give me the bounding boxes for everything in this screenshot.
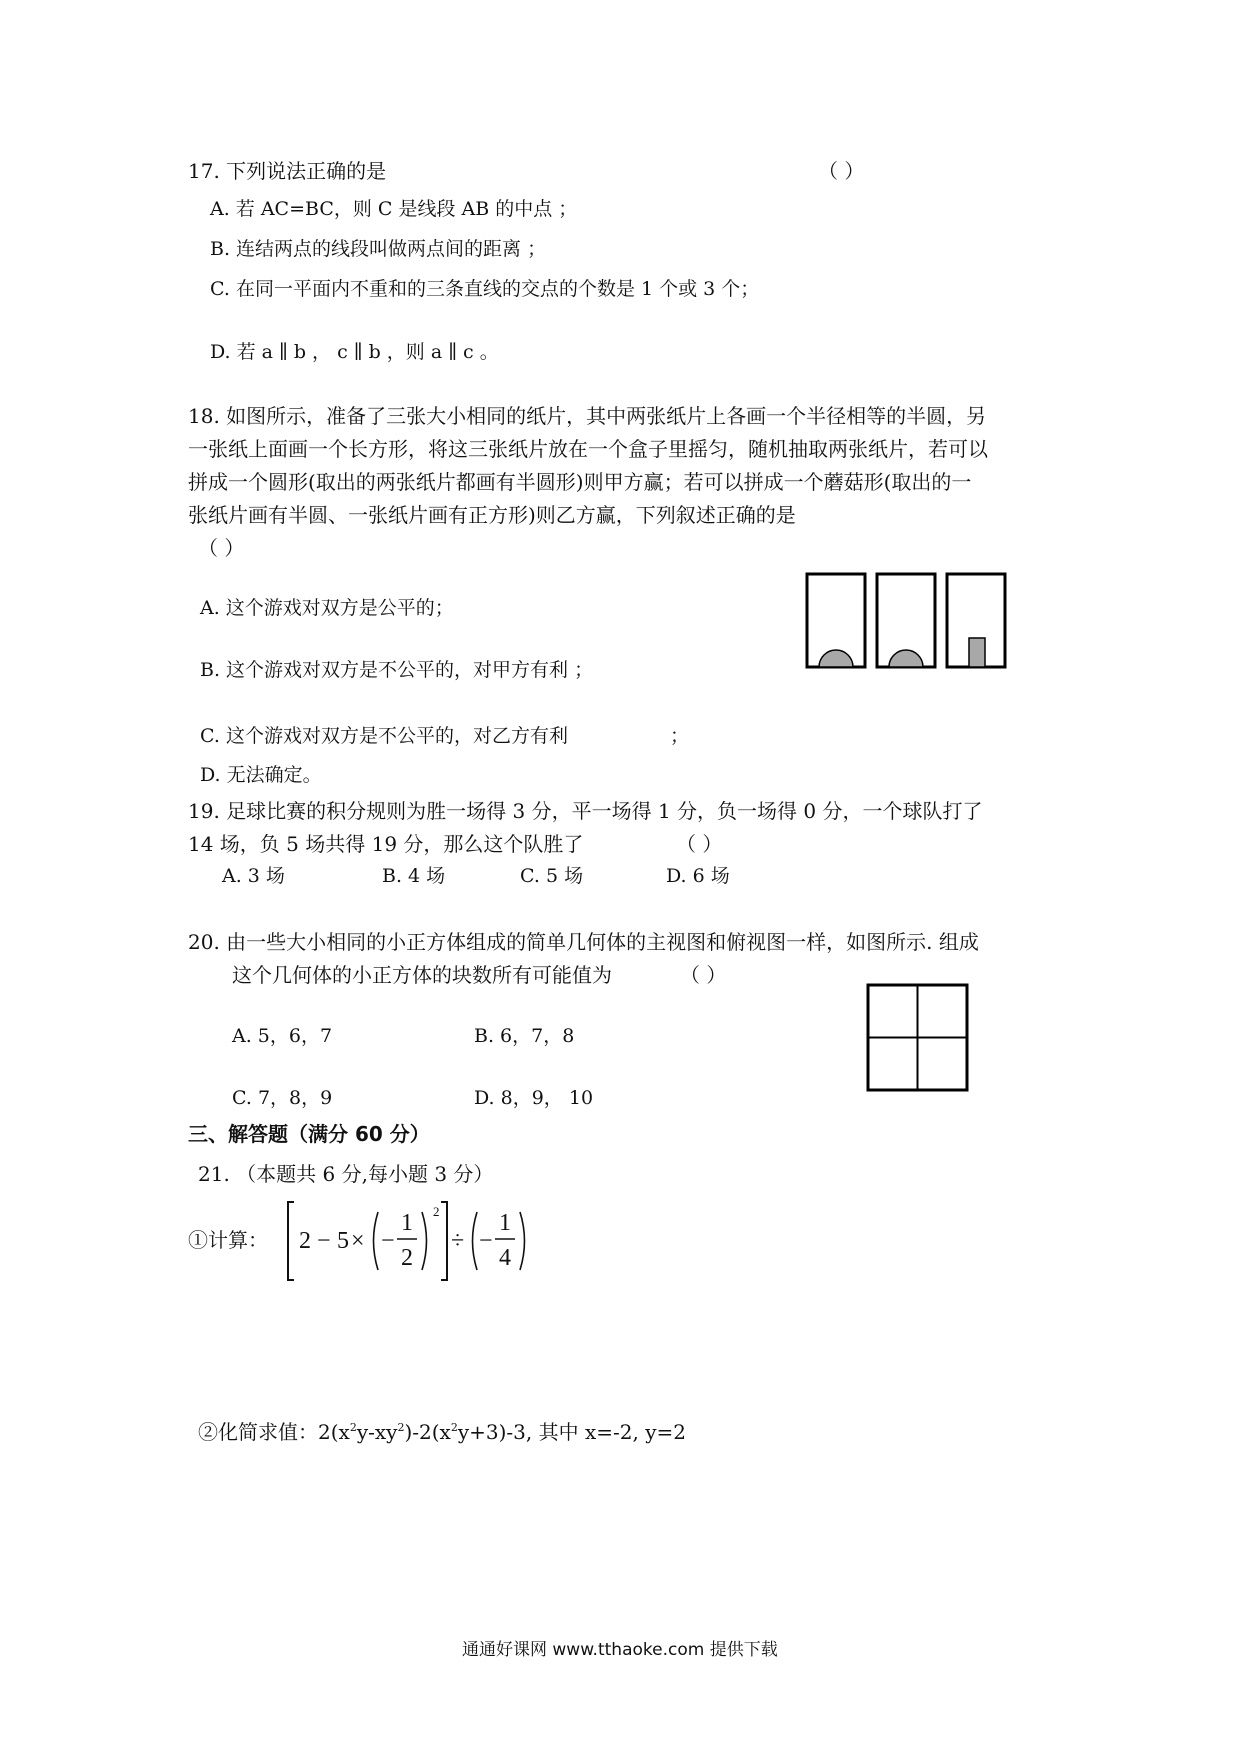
q20-option-a: A. 5，6，7 (232, 1025, 333, 1047)
q21-part2: ②化简求值：$2(x^2y-xy^2)-2(x^2y+3)-3$, 其中 x=-2, y=2 (198, 1420, 686, 1444)
exponent: 2 (450, 1421, 458, 1434)
q17-option-b: B. 连结两点的线段叫做两点间的距离 ； (210, 238, 547, 260)
q19-line-1: 19. 足球比赛的积分规则为胜一场得 3 分，平一场得 1 分，负一场得 0 分，一个球队打了 (188, 799, 983, 823)
frac2-numerator: 1 (499, 1210, 511, 1236)
q19-line-2: 14 场，负 5 场共得 19 分，那么这个队胜了 (188, 832, 584, 856)
q20-line-2: 这个几何体的小正方体的块数所有可能值为 (232, 963, 612, 987)
frac1-denominator: 2 (401, 1245, 413, 1271)
q21-part1-expression (285, 1198, 545, 1284)
card-semicircle-2 (877, 574, 935, 667)
q17-option-d: D. 若 a ∥ b ， c ∥ b ，则 a ∥ c 。 (210, 341, 499, 363)
q21-header: 21. （本题共 6 分,每小题 3 分） (198, 1162, 494, 1186)
section-3-title: 三、解答题（满分 60 分） (188, 1122, 430, 1146)
card-rectangle (947, 574, 1005, 667)
expr-neg-sign-2: − (479, 1228, 493, 1254)
q20-view-grid-figure (866, 983, 970, 1093)
expr-term-2: 2 (299, 1228, 311, 1254)
card-semicircle-1 (807, 574, 865, 667)
frac1-numerator: 1 (401, 1210, 413, 1236)
q20-answer-paren: （ ） (680, 963, 727, 987)
expr-exponent: 2 (433, 1204, 440, 1219)
q20-option-c: C. 7，8，9 (232, 1087, 333, 1109)
q18-line-1: 18. 如图所示，准备了三张大小相同的纸片，其中两张纸片上各画一个半径相等的半圆，另 (188, 404, 987, 428)
q17-stem: 17. 下列说法正确的是 (188, 159, 387, 183)
q18-answer-paren: （ ） (198, 536, 245, 560)
expr-neg-sign-1: − (381, 1228, 395, 1254)
q19-answer-paren: （ ） (676, 832, 723, 856)
q18-option-b: B. 这个游戏对双方是不公平的，对甲方有利 ； (200, 659, 594, 681)
q19-option-b: B. 4 场 (382, 865, 446, 887)
q17-option-c: C. 在同一平面内不重和的三条直线的交点的个数是 1 个或 3 个； (210, 278, 760, 300)
q17-option-a: A. 若 AC=BC，则 C 是线段 AB 的中点 ； (210, 198, 578, 220)
q18-option-c: C. 这个游戏对双方是不公平的，对乙方有利 (200, 725, 568, 747)
q19-option-a: A. 3 场 (222, 865, 285, 887)
exponent: 2 (397, 1421, 405, 1434)
q20-line-1: 20. 由一些大小相同的小正方体组成的简单几何体的主视图和俯视图一样，如图所示. 组成 (188, 930, 979, 954)
q19-option-d: D. 6 场 (666, 865, 730, 887)
q19-option-c: C. 5 场 (520, 865, 584, 887)
q20-option-d: D. 8，9， 10 (474, 1087, 594, 1109)
q18-line-2: 一张纸上面画一个长方形，将这三张纸片放在一个盒子里摇匀，随机抽取两张纸片，若可以 (188, 437, 988, 461)
expr-times: × (351, 1228, 365, 1254)
expr-divide: ÷ (451, 1228, 465, 1254)
q18-option-c-end: ； (670, 725, 690, 747)
frac2-denominator: 4 (499, 1245, 511, 1271)
q18-paper-cards-figure (805, 572, 1010, 672)
expr-term-5: 5 (337, 1228, 349, 1254)
q18-option-d: D. 无法确定。 (200, 764, 322, 786)
q18-option-a: A. 这个游戏对双方是公平的； (200, 597, 454, 619)
exponent: 2 (349, 1421, 357, 1434)
q21-part1-label: ①计算： (188, 1228, 268, 1252)
q17-answer-paren: （ ） (818, 159, 865, 183)
expr-minus: − (317, 1228, 331, 1254)
q18-line-4: 张纸片画有半圆、一张纸片画有正方形)则乙方赢，下列叙述正确的是 (188, 503, 796, 527)
q18-line-3: 拼成一个圆形(取出的两张纸片都画有半圆形)则甲方赢；若可以拼成一个蘑菇形(取出的一 (188, 470, 972, 494)
footer-source: 通通好课网 www.tthaoke.com 提供下载 (462, 1640, 778, 1660)
q20-option-b: B. 6，7，8 (474, 1025, 575, 1047)
